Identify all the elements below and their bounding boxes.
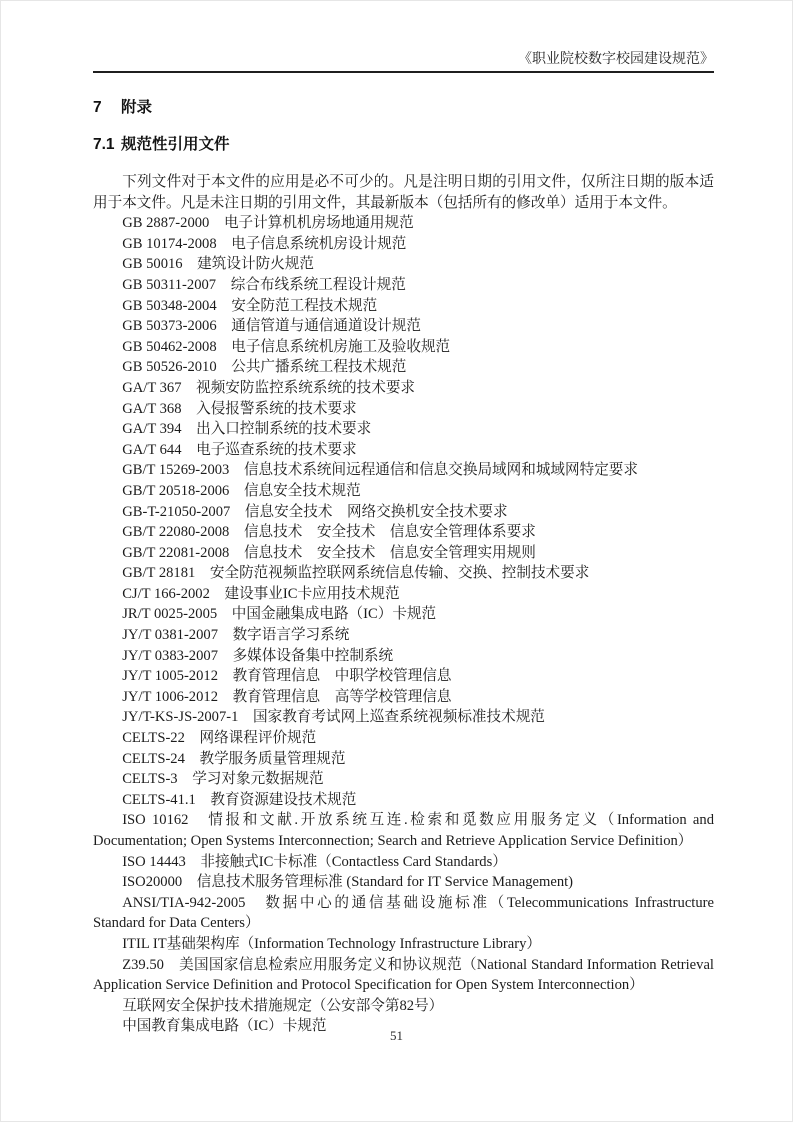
reference-item: CJ/T 166-2002 建设事业IC卡应用技术规范 [122, 585, 400, 602]
chapter-heading [93, 95, 714, 117]
chapter-title: 附录 [121, 99, 153, 116]
intro-paragraph: 下列文件对于本文件的应用是必不可少的。凡是注明日期的引用文件，仅所注日期的版本适用于本文件。凡是未注日期的引用文件，其最新版本（包括所有的修改单）适用于本文件。 [93, 174, 714, 211]
reference-item: CELTS-3 学习对象元数据规范 [122, 771, 324, 788]
reference-item: GA/T 367 视频安防监控系统系统的技术要求 [122, 379, 416, 396]
section-title: 规范性引用文件 [121, 136, 230, 153]
reference-item: GB 50311-2007 综合布线系统工程设计规范 [122, 276, 406, 293]
reference-item: GB/T 15269-2003 信息技术系统间远程通信和信息交换局域网和城域网特定要求 [122, 462, 638, 479]
reference-item: GB/T 28181 安全防范视频监控联网系统信息传输、交换、控制技术要求 [122, 565, 590, 582]
reference-item: CELTS-22 网络课程评价规范 [122, 730, 317, 747]
reference-item: JY/T 1006-2012 教育管理信息 高等学校管理信息 [122, 688, 452, 705]
reference-item: GB 50016 建筑设计防火规范 [122, 256, 314, 273]
reference-item: Z39.50 美国国家信息检索应用服务定义和协议规范（National Standard Information Retrieval Application Service Definition and Protocol Specification for Open System Interconnection） [93, 956, 714, 994]
reference-item: JR/T 0025-2005 中国金融集成电路（IC）卡规范 [122, 606, 437, 623]
reference-item: JY/T 1005-2012 教育管理信息 中职学校管理信息 [122, 668, 452, 685]
reference-item: GA/T 368 入侵报警系统的技术要求 [122, 400, 357, 417]
reference-item: GB/T 22080-2008 信息技术 安全技术 信息安全管理体系要求 [122, 524, 536, 541]
reference-item: CELTS-24 教学服务质量管理规范 [122, 750, 346, 767]
reference-item: GB-T-21050-2007 信息安全技术 网络交换机安全技术要求 [122, 503, 508, 520]
reference-item: 互联网安全保护技术措施规定（公安部令第82号） [122, 997, 444, 1014]
reference-item: GB 50373-2006 通信管道与通信通道设计规范 [122, 318, 421, 335]
reference-item: JY/T-KS-JS-2007-1 国家教育考试网上巡查系统视频标准技术规范 [122, 709, 545, 726]
reference-item: JY/T 0381-2007 数字语言学习系统 [122, 627, 350, 644]
references-textblock [93, 172, 714, 1037]
section-number: 7.1 [93, 136, 115, 153]
reference-item: ITIL IT基础架构库（Information Technology Infrastructure Library） [122, 935, 542, 952]
running-header-title: 《职业院校数字校园建设规范》 [518, 52, 714, 67]
reference-item: GB 50348-2004 安全防范工程技术规范 [122, 297, 378, 314]
reference-item: GA/T 644 电子巡查系统的技术要求 [122, 441, 357, 458]
reference-item: 中国教育集成电路（IC）卡规范 [122, 1018, 327, 1035]
reference-item: GB/T 22081-2008 信息技术 安全技术 信息安全管理实用规则 [122, 544, 536, 561]
reference-item: GB 50462-2008 电子信息系统机房施工及验收规范 [122, 338, 451, 355]
reference-item: CELTS-41.1 教育资源建设技术规范 [122, 791, 357, 808]
reference-item: ANSI/TIA-942-2005 数据中心的通信基础设施标准（Telecommunications Infrastructure Standard for Data Centers） [93, 894, 714, 932]
header-rule [93, 71, 714, 73]
page-number: 51 [390, 1028, 403, 1043]
section-heading [93, 132, 714, 154]
reference-item: GB 10174-2008 电子信息系统机房设计规范 [122, 235, 407, 252]
reference-item: GB 50526-2010 公共广播系统工程技术规范 [122, 359, 407, 376]
reference-item: GB/T 20518-2006 信息安全技术规范 [122, 482, 361, 499]
page-content [93, 0, 714, 1037]
chapter-number: 7 [93, 99, 102, 116]
reference-item: ISO 10162 情报和文献.开放系统互连.检索和觅数应用服务定义（Information and Documentation; Open Systems Interconnection; Search and Retrieve Application Service Definition） [93, 812, 714, 849]
reference-item: GA/T 394 出入口控制系统的技术要求 [122, 421, 372, 438]
reference-item: GB 2887-2000 电子计算机机房场地通用规范 [122, 215, 414, 232]
reference-item: ISO 14443 非接触式IC卡标准（Contactless Card Standards） [122, 853, 507, 870]
reference-item: ISO20000 信息技术服务管理标准 (Standard for IT Service Management) [122, 874, 574, 891]
reference-item: JY/T 0383-2007 多媒体设备集中控制系统 [122, 647, 394, 664]
